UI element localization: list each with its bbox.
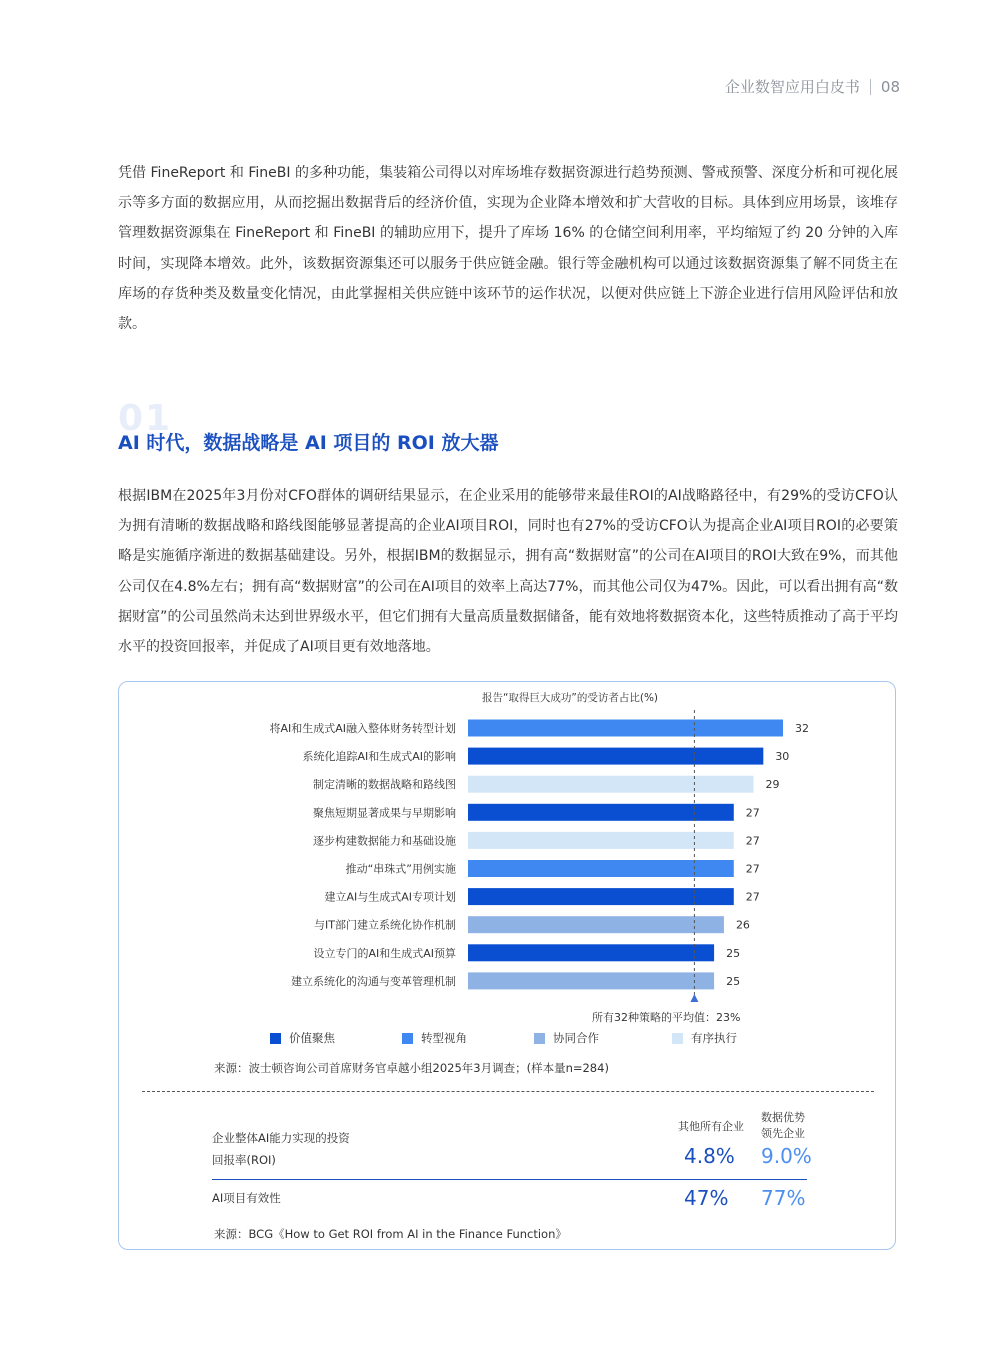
category-label: 设立专门的AI和生成式AI预算: [313, 946, 456, 960]
header-title: 企业数智应用白皮书: [724, 78, 860, 96]
value-label: 29: [765, 778, 780, 792]
legend-label: 转型视角: [421, 1031, 467, 1045]
category-label: 制定清晰的数据战略和路线图: [313, 778, 456, 792]
table-effectiveness-others-value: 47%: [684, 1186, 729, 1210]
bar: [468, 720, 783, 737]
bar: [468, 944, 714, 961]
legend-item: [534, 1030, 672, 1046]
chart-title: 报告“取得巨大成功”的受访者占比(%): [481, 692, 659, 704]
table-source: 来源：BCG《How to Get ROI from AI in the Finance Function》: [214, 1227, 567, 1241]
legend-item: [270, 1030, 402, 1046]
table-col-header-others: 其他所有企业: [678, 1120, 744, 1133]
legend-label: 价值聚焦: [289, 1031, 335, 1045]
category-label: 逐步构建数据能力和基础设施: [313, 834, 456, 848]
value-label: 27: [745, 862, 760, 876]
value-label: 27: [745, 834, 760, 848]
category-label: 建立系统化的沟通与变革管理机制: [291, 974, 456, 988]
legend-item: [402, 1030, 534, 1046]
category-label: 推动“串珠式”用例实施: [345, 862, 456, 876]
page-number: 08: [880, 77, 900, 96]
bar: [468, 972, 714, 989]
chart-source: 来源：波士顿咨询公司首席财务官卓越小组2025年3月调查；(样本量n=284): [214, 1061, 609, 1075]
category-label: 聚焦短期显著成果与早期影响: [313, 806, 456, 820]
bar: [468, 776, 753, 793]
category-label: 系统化追踪AI和生成式AI的影响: [302, 750, 456, 764]
table-roi-others-value: 4.8%: [684, 1144, 735, 1168]
legend-swatch: [402, 1033, 413, 1044]
legend-label: 协同合作: [553, 1031, 599, 1045]
legend-swatch: [672, 1033, 683, 1044]
table-divider: [212, 1179, 807, 1180]
value-label: 26: [735, 918, 750, 932]
category-label: 将AI和生成式AI融入整体财务转型计划: [269, 722, 456, 735]
section-number: 01: [118, 398, 173, 439]
dashed-divider: [142, 1091, 874, 1092]
table-col-header-leaders: 数据优势领先企业: [761, 1111, 805, 1140]
body-paragraph: 根据IBM在2025年3月份对CFO群体的调研结果显示，在企业采用的能够带来最佳ROI的AI战略路径中，有29%的受访CFO认为拥有清晰的数据战略和路线图能够显著提高的企业AI项目ROI，同时也有27%的受访CFO认为提高企业AI项目ROI的必要策略是实施循序渐进的数据基础建设。另外，根据IBM的数据显示，拥有高“数据财富”的公司在AI项目的ROI大致在9%，而其他公司仅在4.8%左右；拥有高“数据财富”的公司在AI项目的效率上高达77%，而其他公司仅为47%。因此，可以看出拥有高“数据财富”的公司虽然尚未达到世界级水平，但它们拥有大量高质量数据储备，能有效地将数据资本化，这些特质推动了高于平均水平的投资回报率，并促成了AI项目更有效地落地。: [118, 488, 898, 656]
value-label: 27: [745, 890, 760, 904]
table-row-effectiveness-label: AI项目有效性: [212, 1191, 281, 1205]
legend-swatch: [534, 1033, 545, 1044]
legend-swatch: [270, 1033, 281, 1044]
table-roi-leaders-value: 9.0%: [761, 1144, 812, 1168]
value-label: 25: [726, 974, 741, 988]
value-label: 30: [775, 750, 790, 764]
value-label: 25: [726, 946, 741, 960]
average-label: 所有32种策略的平均值：23%: [592, 1011, 741, 1024]
category-label: 建立AI与生成式AI专项计划: [324, 890, 456, 904]
average-marker: [690, 994, 698, 1002]
category-label: 与IT部门建立系统化协作机制: [314, 918, 456, 932]
bar: [468, 748, 763, 765]
table-row-roi-label: 企业整体AI能力实现的投资回报率(ROI): [212, 1131, 350, 1167]
chart-legend: [270, 1030, 804, 1046]
value-label: 32: [795, 722, 809, 735]
legend-label: 有序执行: [691, 1031, 737, 1045]
intro-paragraph: 凭借 FineReport 和 FineBI 的多种功能，集装箱公司得以对库场堆存数据资源进行趋势预测、警戒预警、深度分析和可视化展示等多方面的数据应用，从而挖掘出数据背后的经济价值，实现为企业降本增效和扩大营收的目标。具体到应用场景，该堆存管理数据资源集在 FineReport 和 FineBI 的辅助应用下，提升了库场 16% 的仓储空间利用率，平均缩短了约 20 分钟的入库时间，实现降本增效。此外，该数据资源集还可以服务于供应链金融。银行等金融机构可以通过该数据资源集了解不同货主在库场的存货种类及数量变化情况，由此掌握相关供应链中该环节的运作状况，以便对供应链上下游企业进行信用风险评估和放款。: [118, 165, 898, 333]
legend-item: [672, 1030, 804, 1046]
value-label: 27: [745, 806, 760, 820]
bar: [468, 916, 724, 933]
bar: [468, 832, 734, 849]
table-effectiveness-leaders-value: 77%: [761, 1186, 806, 1210]
section-title: AI 时代，数据战略是 AI 项目的 ROI 放大器: [118, 432, 499, 454]
